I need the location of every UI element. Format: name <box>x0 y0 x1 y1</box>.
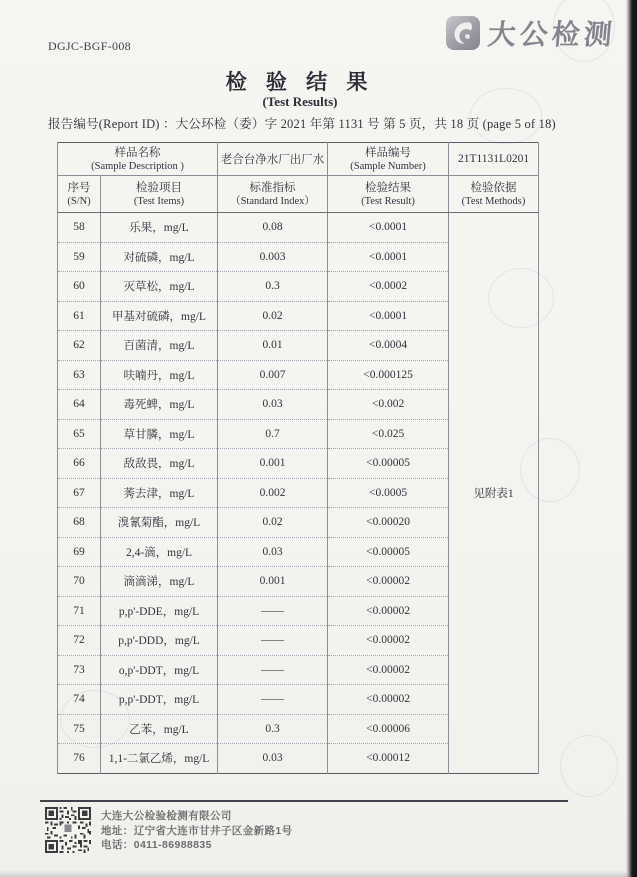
cell-item: 溴氰菊酯，mg/L <box>101 508 218 538</box>
col-header-standard-cn: 标准指标 <box>249 181 296 194</box>
cell-sn: 67 <box>58 478 101 508</box>
cell-standard: —— <box>218 626 328 656</box>
table-row <box>58 213 539 243</box>
page-title: 检 验 结 果 <box>225 70 375 94</box>
cell-item: 百菌清，mg/L <box>101 331 218 361</box>
cell-sn: 68 <box>58 508 101 538</box>
cell-result: <0.00002 <box>328 655 449 685</box>
cell-item: 敌敌畏，mg/L <box>101 449 218 479</box>
form-code: DGJC-BGF-008 <box>48 39 131 53</box>
cell-standard: 0.02 <box>218 508 328 538</box>
col-header-method <box>449 176 539 213</box>
watermark-circle <box>560 735 618 797</box>
footer-divider <box>40 800 568 802</box>
sample-description-value: 老合台净水厂出厂水 <box>218 143 328 176</box>
cell-sn: 74 <box>58 685 101 715</box>
sample-number-label <box>328 143 449 176</box>
cell-standard: 0.003 <box>218 242 328 272</box>
sample-meta-row <box>58 143 539 176</box>
cell-result: <0.000125 <box>328 360 449 390</box>
cell-result: <0.00002 <box>328 567 449 597</box>
cell-result: <0.0001 <box>328 213 449 243</box>
logo-icon <box>446 16 480 50</box>
cell-result: <0.00005 <box>328 449 449 479</box>
cell-sn: 72 <box>58 626 101 656</box>
cell-item: 滴滴涕，mg/L <box>101 567 218 597</box>
cell-standard: —— <box>218 685 328 715</box>
sample-description-label-cn: 样品名称 <box>114 146 161 159</box>
cell-sn: 59 <box>58 242 101 272</box>
scan-edge-bottom <box>0 870 637 877</box>
sample-number-label-cn: 样品编号 <box>365 146 412 159</box>
cell-item: 乙苯，mg/L <box>101 714 218 744</box>
cell-item: 莠去津，mg/L <box>101 478 218 508</box>
cell-standard: 0.03 <box>218 744 328 774</box>
report-id-line: 报告编号(Report ID) ：大公环检（委）字 2021 年第 1131 号 第 5 页，共 18 页 (page 5 of 18) <box>48 117 556 131</box>
col-header-result-cn: 检验结果 <box>365 181 412 194</box>
company-phone: 电话：0411-86988835 <box>101 839 212 851</box>
cell-sn: 58 <box>58 213 101 243</box>
cell-standard: 0.7 <box>218 419 328 449</box>
cell-item: 甲基对硫磷，mg/L <box>101 301 218 331</box>
cell-result: <0.0002 <box>328 272 449 302</box>
sample-description-label <box>58 143 218 176</box>
cell-standard: —— <box>218 596 328 626</box>
cell-result: <0.00005 <box>328 537 449 567</box>
col-header-standard <box>218 176 328 213</box>
logo-text: 大公检测 <box>486 20 618 51</box>
cell-item: p,p'-DDD，mg/L <box>101 626 218 656</box>
sample-number-label-en: (Sample Number) <box>350 160 426 172</box>
col-header-method-en: (Test Methods) <box>461 195 526 207</box>
col-header-method-cn: 检验依据 <box>470 181 517 194</box>
cell-result: <0.0001 <box>328 242 449 272</box>
cell-sn: 71 <box>58 596 101 626</box>
cell-item: 灭草松，mg/L <box>101 272 218 302</box>
cell-standard: 0.007 <box>218 360 328 390</box>
cell-standard: —— <box>218 655 328 685</box>
cell-result: <0.0001 <box>328 301 449 331</box>
cell-result: <0.00020 <box>328 508 449 538</box>
cell-standard: 0.03 <box>218 390 328 420</box>
cell-item: p,p'-DDT，mg/L <box>101 685 218 715</box>
cell-result: <0.0005 <box>328 478 449 508</box>
col-header-item-cn: 检验项目 <box>136 181 182 194</box>
cell-sn: 70 <box>58 567 101 597</box>
cell-item: 毒死蜱，mg/L <box>101 390 218 420</box>
qr-code-icon <box>45 807 91 853</box>
col-header-result <box>328 176 449 213</box>
col-header-sn-en: (S/N) <box>67 195 91 207</box>
cell-item: 2,4-滴，mg/L <box>101 537 218 567</box>
column-header-row <box>58 176 539 213</box>
cell-result: <0.025 <box>328 419 449 449</box>
cell-method-note: 见附表1 <box>449 213 539 774</box>
footer-company-info <box>101 809 293 853</box>
cell-standard: 0.08 <box>218 213 328 243</box>
col-header-item <box>101 176 218 213</box>
cell-result: <0.002 <box>328 390 449 420</box>
cell-sn: 61 <box>58 301 101 331</box>
cell-sn: 69 <box>58 537 101 567</box>
cell-sn: 73 <box>58 655 101 685</box>
cell-sn: 60 <box>58 272 101 302</box>
col-header-result-en: (Test Result) <box>361 195 415 207</box>
cell-standard: 0.01 <box>218 331 328 361</box>
cell-item: o,p'-DDT，mg/L <box>101 655 218 685</box>
results-table <box>57 142 539 774</box>
cell-standard: 0.3 <box>218 714 328 744</box>
col-header-item-en: (Test Items) <box>133 195 185 207</box>
cell-item: 呋喃丹，mg/L <box>101 360 218 390</box>
cell-item: 草甘膦，mg/L <box>101 419 218 449</box>
cell-item: 1,1-二氯乙烯，mg/L <box>101 744 218 774</box>
cell-result: <0.00006 <box>328 714 449 744</box>
cell-sn: 76 <box>58 744 101 774</box>
cell-item: p,p'-DDE，mg/L <box>101 596 218 626</box>
cell-sn: 64 <box>58 390 101 420</box>
cell-sn: 65 <box>58 419 101 449</box>
cell-result: <0.00002 <box>328 596 449 626</box>
sample-description-label-en: (Sample Description ) <box>91 160 184 172</box>
cell-result: <0.00002 <box>328 626 449 656</box>
cell-standard: 0.002 <box>218 478 328 508</box>
col-header-sn-cn: 序号 <box>67 181 91 194</box>
col-header-sn <box>58 176 101 213</box>
cell-sn: 75 <box>58 714 101 744</box>
cell-result: <0.00012 <box>328 744 449 774</box>
company-logo <box>446 13 616 53</box>
cell-standard: 0.02 <box>218 301 328 331</box>
company-address: 地址：辽宁省大连市甘井子区金新路1号 <box>101 824 293 837</box>
cell-sn: 63 <box>58 360 101 390</box>
cell-standard: 0.3 <box>218 272 328 302</box>
cell-standard: 0.001 <box>218 567 328 597</box>
cell-item: 对硫磷，mg/L <box>101 242 218 272</box>
cell-result: <0.00002 <box>328 685 449 715</box>
swirl-icon <box>446 16 480 50</box>
scan-edge-right <box>626 0 637 877</box>
cell-sn: 66 <box>58 449 101 479</box>
cell-standard: 0.03 <box>218 537 328 567</box>
cell-standard: 0.001 <box>218 449 328 479</box>
col-header-standard-en: （Standard Index） <box>230 195 315 207</box>
company-name: 大连大公检验检测有限公司 <box>101 810 232 822</box>
cell-sn: 62 <box>58 331 101 361</box>
cell-item: 乐果，mg/L <box>101 213 218 243</box>
sample-number-value: 21T1131L0201 <box>449 143 539 176</box>
cell-result: <0.0004 <box>328 331 449 361</box>
page-subtitle: (Test Results) <box>262 94 338 109</box>
